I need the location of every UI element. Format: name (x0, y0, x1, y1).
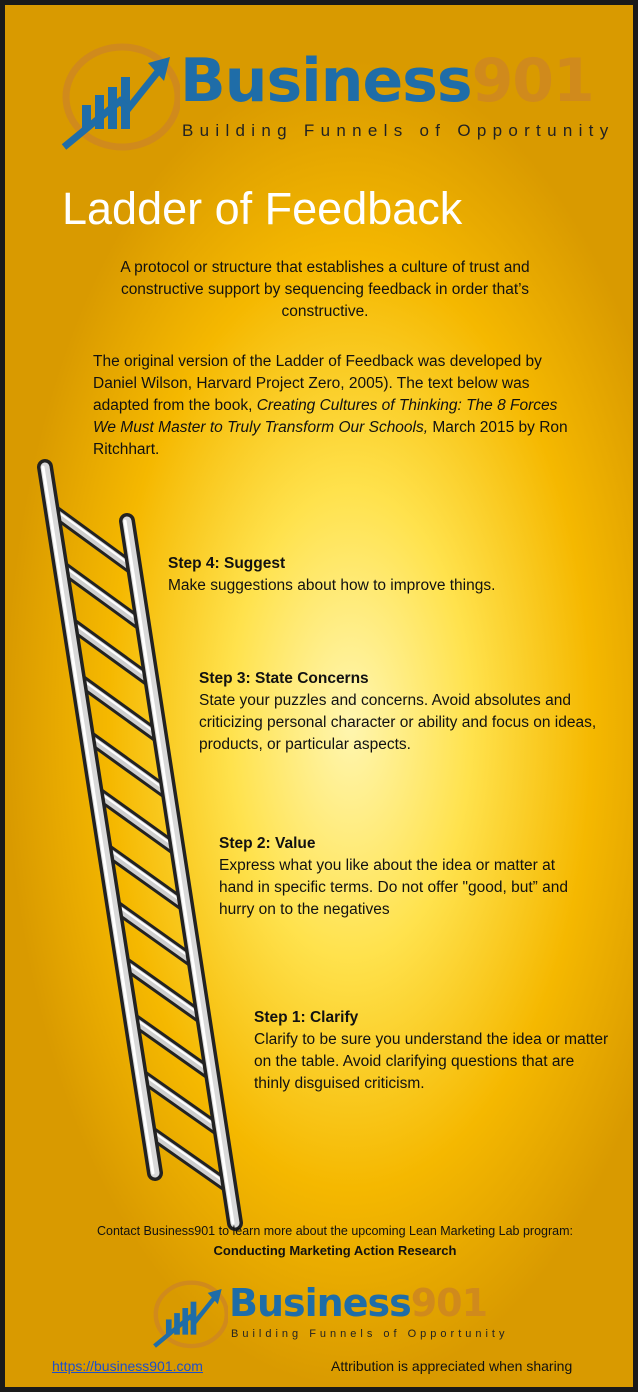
step-2-heading: Step 2: Value (219, 835, 316, 852)
brand-name: Business901 (229, 1281, 488, 1325)
subtitle: A protocol or structure that establishes a culture of trust and constructive support by sequencing feedback in order that’s constructive. (120, 259, 530, 320)
step-3-body: State your puzzles and concerns. Avoid absolutes and criticizing personal character or ability and focus on ideas, products, or particular aspects. (199, 692, 597, 753)
brand-name: Business901 (180, 46, 594, 116)
step-1-body: Clarify to be sure you understand the idea or matter on the table. Avoid clarifying questions that are thinly disguised criticism. (254, 1031, 609, 1092)
brand-tagline: Building Funnels of Opportunity (231, 1328, 509, 1340)
contact-line: Contact Business901 to learn more about the upcoming Lean Marketing Lab program: (97, 1224, 573, 1238)
attribution-note: Attribution is appreciated when sharing (331, 1358, 573, 1374)
step-4 (168, 553, 588, 597)
step-1-heading: Step 1: Clarify (254, 1009, 359, 1026)
program-name: Conducting Marketing Action Research (213, 1243, 457, 1258)
step-2 (219, 833, 589, 921)
intro-lead: The original version of the Ladder of Feedback was developed by Daniel Wilson, Harvard Project Zero, 2005). The text below was adapted from the book, (93, 353, 542, 414)
growth-chart-icon (152, 1280, 228, 1350)
step-4-heading: Step 4: Suggest (168, 555, 286, 572)
website-link[interactable]: https://business901.com (52, 1358, 203, 1374)
contact-note (45, 1221, 625, 1261)
page-title: Ladder of Feedback (62, 183, 463, 234)
intro-tail: March 2015 by Ron Ritchhart. (93, 419, 568, 458)
brand-tagline: Building Funnels of Opportunity (182, 121, 615, 140)
step-1 (254, 1007, 614, 1095)
book-title: Creating Cultures of Thinking: The 8 Forces We Must Master to Truly Transform Our Schools, (93, 397, 558, 436)
step-3 (199, 668, 599, 756)
step-2-body: Express what you like about the idea or matter at hand in specific terms. Do not offer "good, but” and hurry on to the negatives (219, 857, 568, 918)
step-3-heading: Step 3: State Concerns (199, 670, 369, 687)
step-4-body: Make suggestions about how to improve things. (168, 577, 496, 594)
brand-logo-bottom (152, 1280, 509, 1350)
